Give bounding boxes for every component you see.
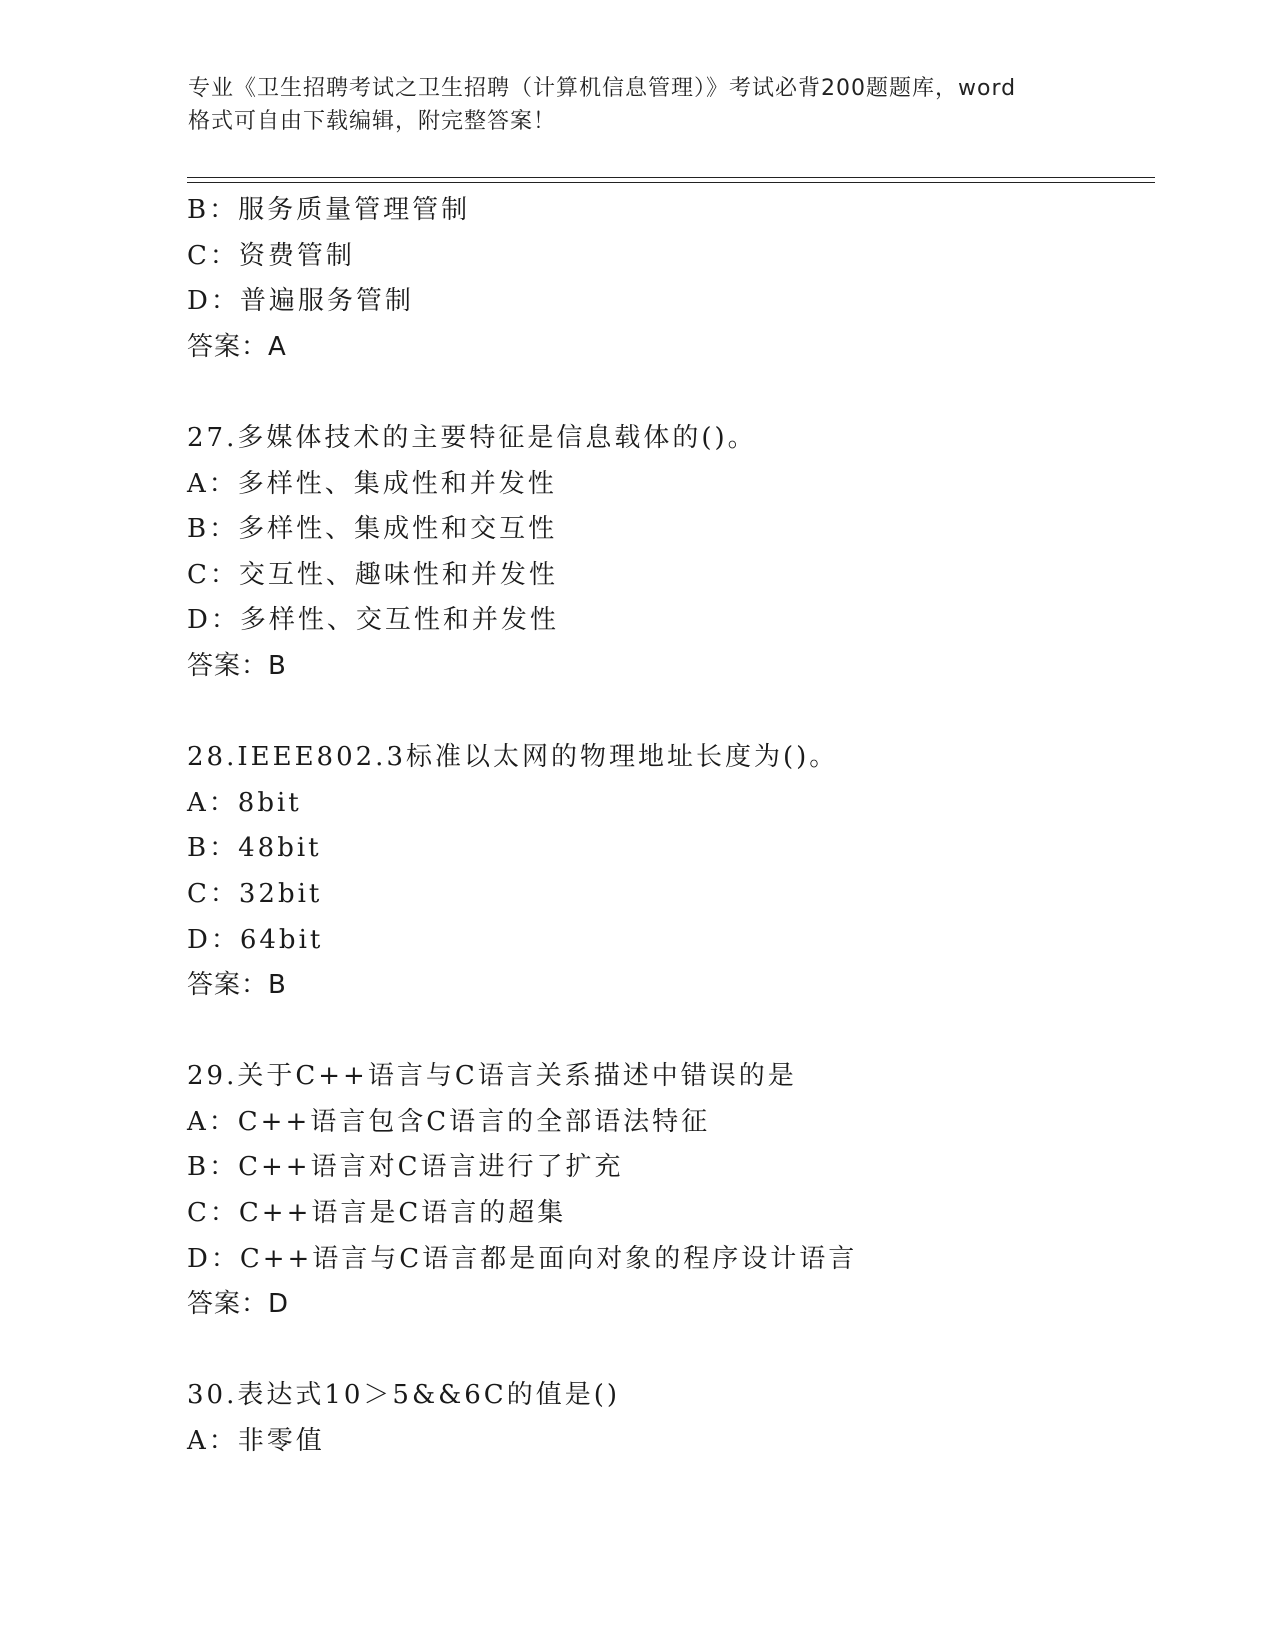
option-c: C：32bit	[187, 878, 323, 909]
option-a: A：C++语言包含C语言的全部语法特征	[187, 1106, 711, 1137]
option-b: B：C++语言对C语言进行了扩充	[187, 1152, 624, 1183]
spacer	[187, 1328, 1147, 1374]
header-title-line-2: 格式可自由下载编辑，附完整答案！	[188, 109, 557, 134]
question-list	[187, 188, 1147, 1465]
answer: 答案：B	[187, 650, 287, 681]
question-27	[187, 416, 1147, 690]
spacer	[187, 1009, 1147, 1055]
option-d: D：C++语言与C语言都是面向对象的程序设计语言	[187, 1243, 858, 1274]
option-d: D：普遍服务管制	[187, 286, 414, 317]
option-c: C：交互性、趣味性和并发性	[187, 559, 558, 590]
answer: 答案：D	[187, 1289, 290, 1320]
header-title-line-1: 专业《卫生招聘考试之卫生招聘（计算机信息管理）》考试必背200题题库，word	[188, 76, 1017, 101]
question-26-continued	[187, 188, 1147, 370]
spacer	[187, 370, 1147, 416]
option-d: D：多样性、交互性和并发性	[187, 605, 559, 636]
document-header	[188, 72, 1088, 138]
option-c: C：C++语言是C语言的超集	[187, 1198, 567, 1229]
option-b: B：服务质量管理管制	[187, 195, 471, 225]
spacer	[187, 690, 1147, 736]
question-stem: 30.表达式10＞5&&6C的值是()	[187, 1380, 620, 1411]
option-a: A：8bit	[187, 787, 302, 818]
question-stem: 28.IEEE802.3标准以太网的物理地址长度为()。	[187, 742, 839, 773]
question-stem: 27.多媒体技术的主要特征是信息载体的()。	[187, 422, 757, 453]
option-d: D：64bit	[187, 924, 324, 955]
question-29	[187, 1054, 1147, 1328]
option-b: B：多样性、集成性和交互性	[187, 514, 558, 545]
option-b: B：48bit	[187, 833, 322, 864]
header-divider-bottom	[187, 182, 1155, 183]
header-divider-top	[187, 177, 1155, 178]
option-c: C：资费管制	[187, 240, 355, 271]
answer: 答案：B	[187, 970, 287, 1001]
answer: 答案：A	[187, 331, 287, 362]
question-stem: 29.关于C++语言与C语言关系描述中错误的是	[187, 1061, 797, 1092]
option-a: A：非零值	[187, 1426, 325, 1457]
option-a: A：多样性、集成性和并发性	[187, 468, 557, 499]
question-30	[187, 1373, 1147, 1464]
question-28	[187, 735, 1147, 1009]
